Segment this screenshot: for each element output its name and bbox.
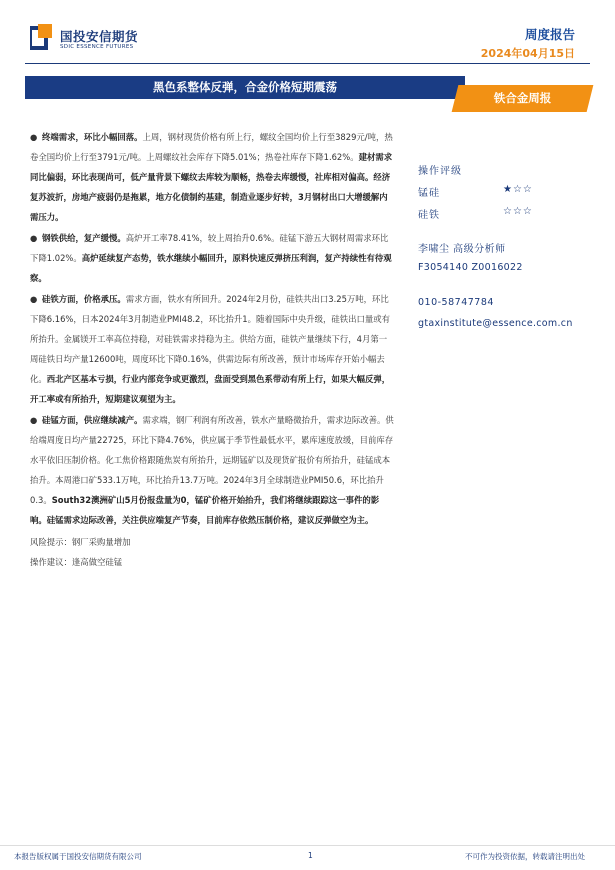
- contact-email[interactable]: gtaxinstitute@essence.com.cn: [418, 318, 573, 329]
- star-rating-icon: ☆☆☆: [503, 206, 533, 217]
- page-number: 1: [308, 851, 313, 860]
- analyst-name: 李啸尘 高级分析师: [418, 244, 506, 255]
- rating-title: 操作评级: [418, 166, 462, 177]
- report-type: 周度报告: [524, 27, 575, 42]
- report-date: 2024年04月15日: [480, 47, 575, 60]
- logo-text-cn: 国投安信期货: [60, 29, 139, 44]
- company-logo: [30, 24, 148, 56]
- rating-name: 锰硅: [418, 188, 440, 199]
- analyst-certificates: F3054140 Z0016022: [418, 262, 523, 273]
- star-rating-icon: ★☆☆: [503, 184, 533, 195]
- operation-suggestion: 操作建议：逢高做空硅锰: [30, 557, 123, 567]
- title-banner: [25, 76, 465, 99]
- section-ferrosilicon: [30, 289, 395, 409]
- section-lead: 终端需求，环比小幅回落。: [41, 132, 143, 142]
- section-body: 高炉开工率78.41%，较上周抬升0.6%。硅锰下游五大钢材周需求环比下降1.02%。: [30, 233, 389, 263]
- bullet-icon: ●: [30, 132, 38, 142]
- section-silicomanganese: [30, 410, 395, 530]
- rating-name: 硅铁: [418, 210, 440, 221]
- bullet-icon: ●: [30, 294, 38, 304]
- section-lead: 硅锰方面，供应继续减产。: [41, 415, 143, 425]
- footer-disclaimer: 不可作为投资依据，转载请注明出处: [465, 852, 585, 861]
- section-conclusion: 西北产区基本亏损，行业内部竞争或更激烈，盘面受到黑色系带动有所上行，如果大幅反弹，开工率或有所抬升，短期建议观望为主。: [30, 374, 391, 404]
- main-content: [30, 127, 395, 572]
- section-conclusion: 建材需求同比偏弱，环比表现尚可，低产量背景下螺纹去库较为顺畅，热卷去库缓慢，社库相对偏高。经济复苏波折，房地产疲弱仍是拖累，地方化债制约基建，制造业逐步好转，3月钢材出口大增缓解内需压力。: [30, 152, 393, 222]
- section-lead: 硅铁方面，价格承压。: [41, 294, 126, 304]
- section-demand: [30, 127, 395, 227]
- section-body: 需求方面，铁水有所回升。2024年2月份，硅铁共出口3.25万吨，环比下降6.16%，日本2024年3月制造业PMI48.2，环比抬升1。随着国际中央升级，硅铁出口量或有所抬升。金属镁开工率高位持稳，对硅铁需求持稳为主。供给方面，硅铁产量继续下行，4月第一周硅铁日均产量12600吨，周度环比下降0.16%，供需边际有所改善，预计市场库存开始小幅去化。: [30, 294, 390, 384]
- footer-divider: [0, 845, 615, 846]
- section-conclusion: South32澳洲矿山5月份报盘量为0，锰矿价格开始抬升，我们将继续跟踪这一事件的影响。硅锰需求边际改善，关注供应端复产节奏，目前库存依然压制价格，建议反弹做空为主。: [30, 495, 380, 525]
- section-conclusion: 高炉延续复产态势，铁水继续小幅回升，原料快速反弹挤压利润，复产持续性有待观察。: [30, 253, 392, 283]
- section-lead: 钢铁供给，复产缓慢。: [41, 233, 126, 243]
- report-title: 黑色系整体反弹，合金价格短期震荡: [153, 80, 337, 94]
- bullet-icon: ●: [30, 415, 38, 425]
- footer-copyright: 本报告版权属于国投安信期货有限公司: [14, 852, 142, 861]
- bullet-icon: ●: [30, 233, 38, 243]
- risk-warning: 风险提示：钢厂采购量增加: [30, 537, 131, 547]
- section-steel-supply: [30, 228, 395, 288]
- logo-mark-icon: [30, 24, 54, 50]
- contact-phone: 010-58747784: [418, 297, 494, 308]
- section-body: 上周，钢材现货价格有所上行，螺纹全国均价上行至3829元/吨，热卷全国均价上行至3791元/吨。上周螺纹社会库存下降5.01%；热卷社库存下降1.62%。: [30, 132, 393, 162]
- weekly-tag: 铁合金周报: [493, 91, 552, 105]
- header-divider: [25, 63, 590, 64]
- logo-text-en: SDIC ESSENCE FUTURES: [60, 44, 134, 50]
- section-body: 需求端，钢厂利润有所改善，铁水产量略微抬升，需求边际改善。供给端周度日均产量22725，环比下降4.76%，供应属于季节性最低水平，累库速度放缓，目前库存水平依旧压制价格。化工焦价格跟随焦炭有所抬升，远期锰矿以及现货矿报价有所抬升，硅锰成本抬升。本周港口矿533.1万吨，环比抬升13.7万吨。2024年3月全球制造业PMI50.6，环比抬升0.3。: [30, 415, 394, 505]
